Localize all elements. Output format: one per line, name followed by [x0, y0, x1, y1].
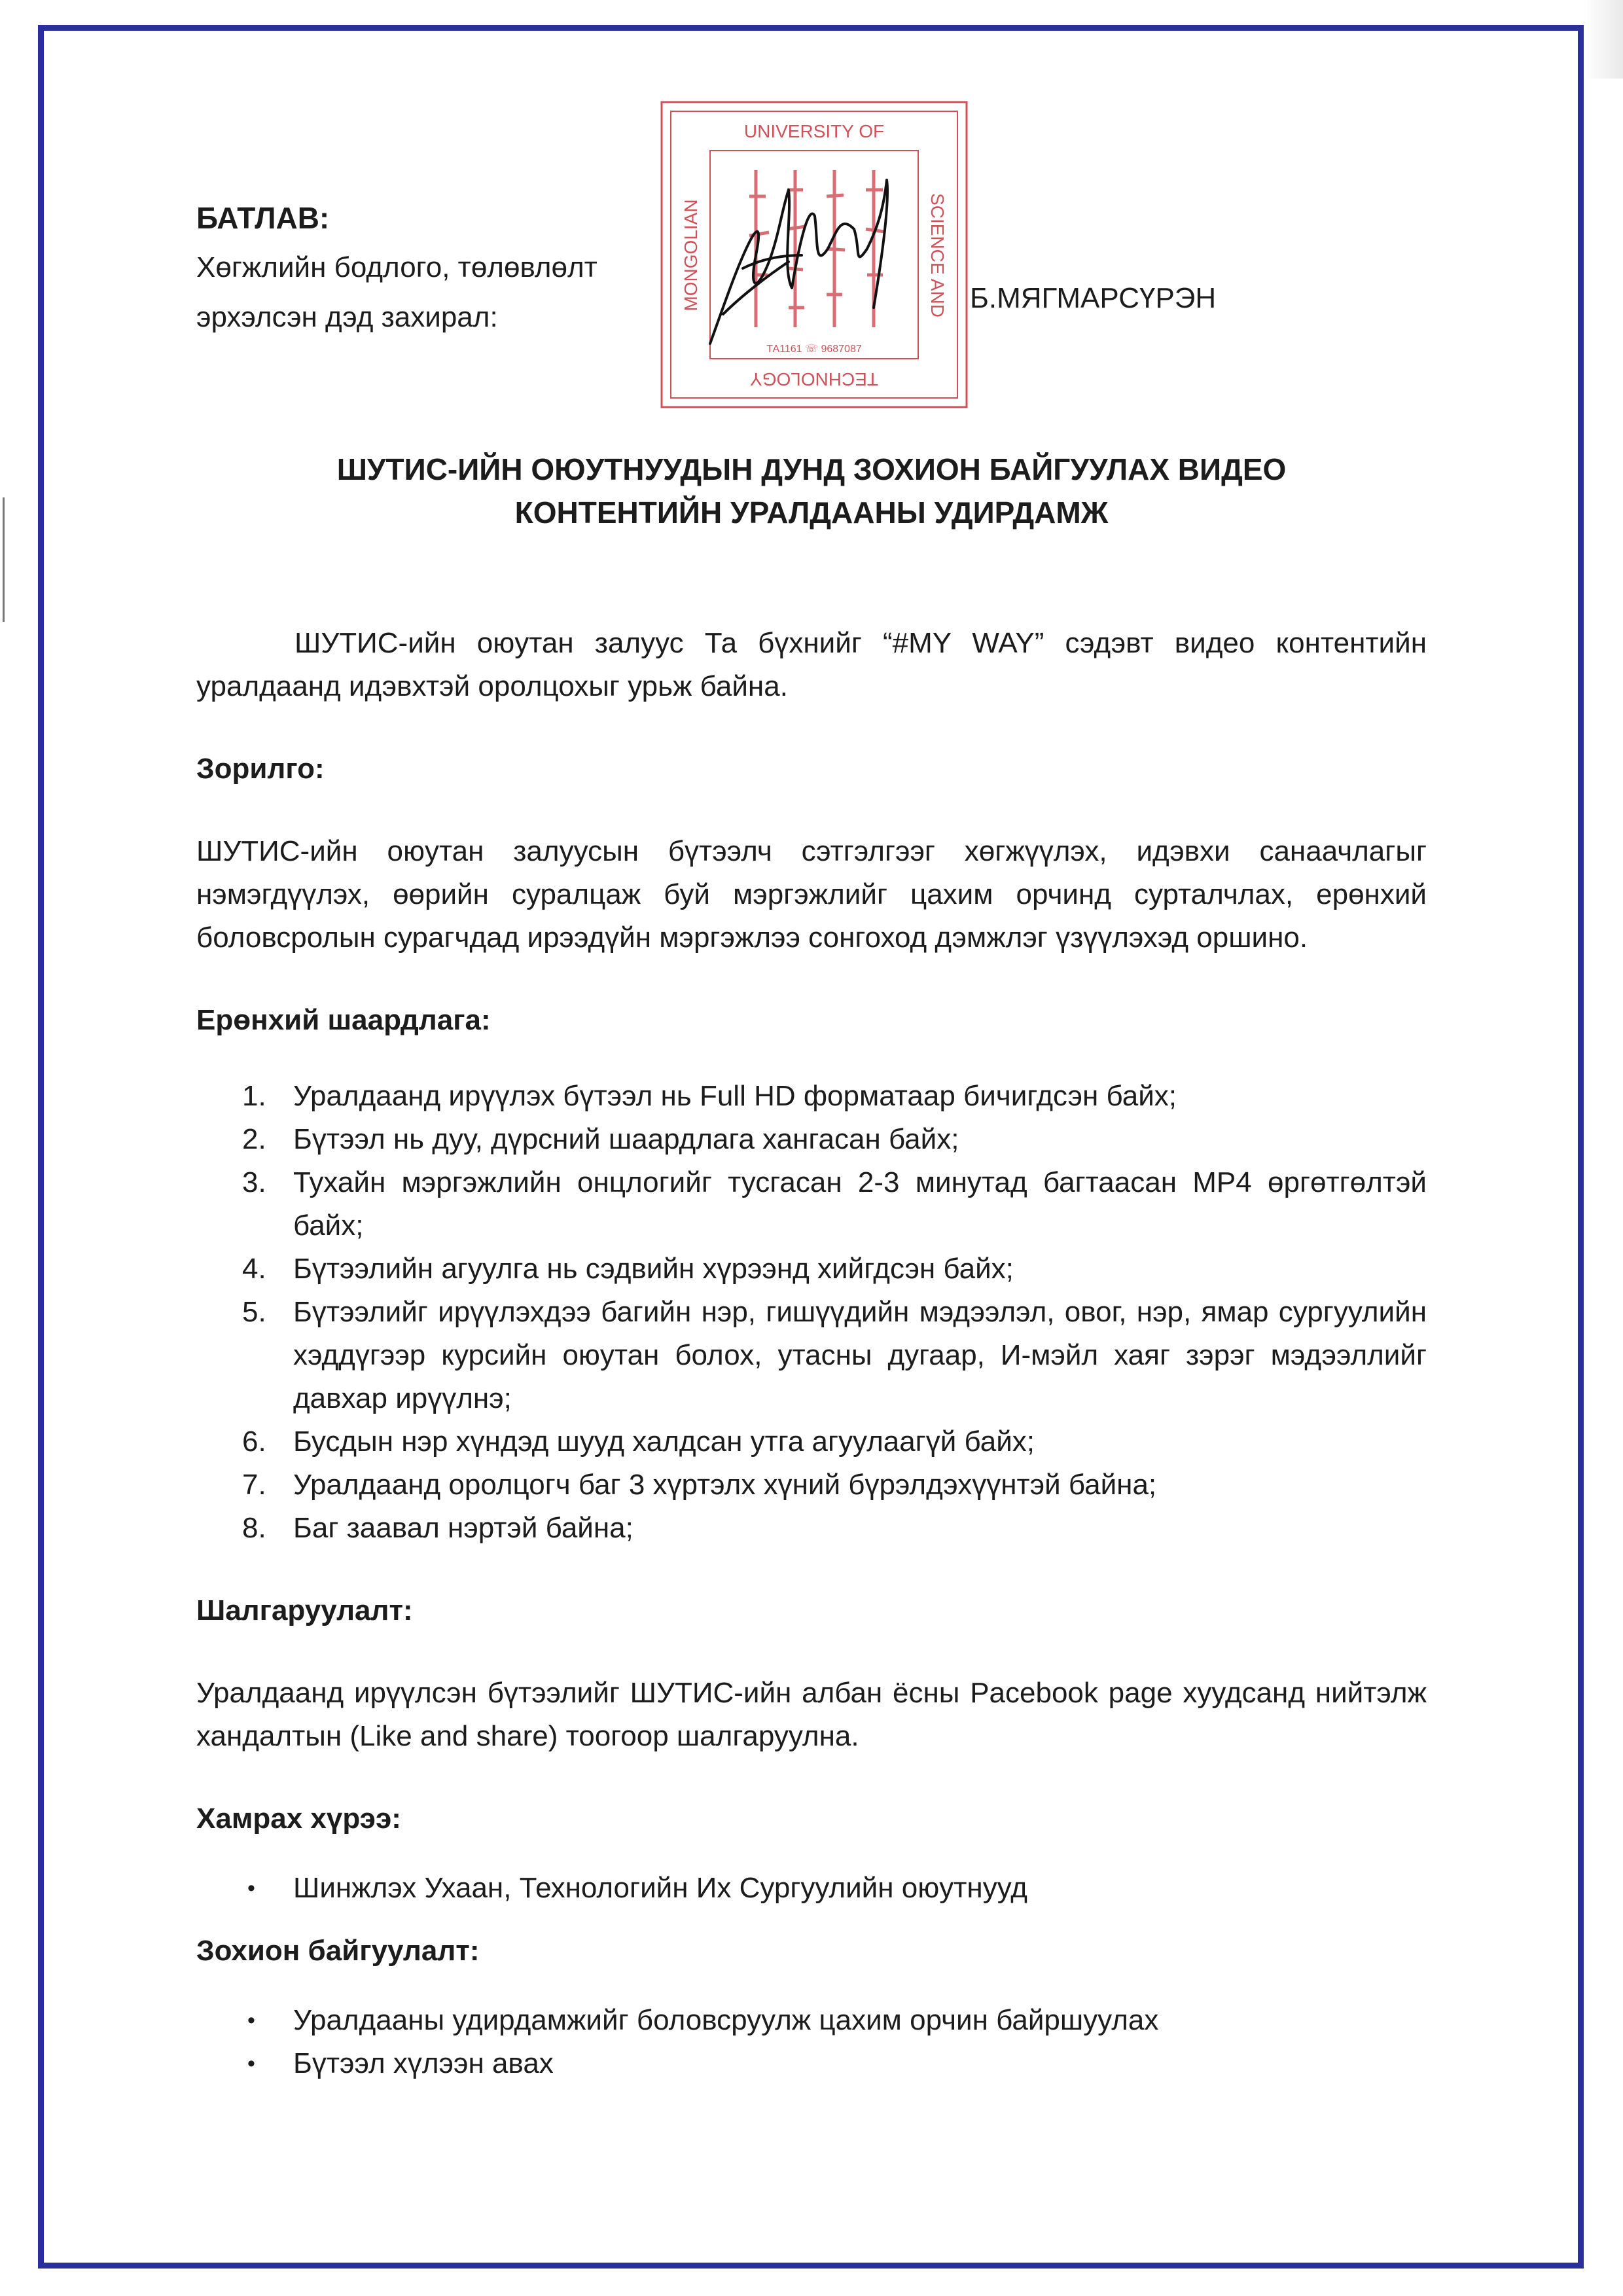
organization-heading: Зохион байгуулалт: — [196, 1935, 480, 1967]
university-stamp — [658, 98, 971, 412]
list-item: 7. Уралдаанд оролцогч баг 3 хүртэлх хүний бүрэлдэхүүнтэй байна; — [242, 1469, 1157, 1501]
document-body — [196, 622, 1427, 2085]
intro-paragraph: ШУТИС-ийн оюутан залуус Та бүхнийг “#MY WAY” сэдэвт видео контентийн уралдаанд идэвхтэй оролцохыг урьж байна. — [196, 627, 1427, 702]
approval-position-line1: Хөгжлийн бодлого, төлөвлөлт — [196, 251, 597, 283]
scan-edge-mark — [3, 497, 5, 622]
stamp-left-text: MONGOLIAN — [681, 199, 701, 312]
stamp-top-text: UNIVERSITY OF — [743, 121, 885, 141]
requirements-heading: Ерөнхий шаардлага: — [196, 1004, 491, 1036]
requirements-list — [196, 1075, 1427, 1550]
title-line1: ШУТИС-ИЙН ОЮУТНУУДЫН ДУНД ЗОХИОН БАЙГУУЛАХ ВИДЕО — [336, 452, 1287, 486]
list-item: 3. Тухайн мэргэжлийн онцлогийг тусгасан 2-3 минутад багтаасан MP4 өргөтгөлтэй байх; — [242, 1166, 1427, 1242]
list-item: 8. Баг заавал нэртэй байна; — [242, 1512, 633, 1544]
approval-block — [196, 193, 597, 342]
list-item: • Уралдааны удирдамжийг боловсруулж цахим орчин байршуулах — [196, 1999, 1427, 2042]
stamp-right-text: SCIENCE AND — [927, 193, 948, 317]
list-item: 6. Бусдын нэр хүндэд шууд халдсан утга агуулаагүй байх; — [242, 1426, 1035, 1458]
signature — [710, 180, 887, 344]
title-line2: КОНТЕНТИЙН УРАЛДААНЫ УДИРДАМЖ — [514, 495, 1109, 529]
approval-position-line2: эрхэлсэн дэд захирал: — [196, 301, 498, 333]
list-item: 2. Бүтээл нь дуу, дүрсний шаардлага хангасан байх; — [242, 1123, 959, 1155]
bullet-icon: • — [247, 2051, 255, 2076]
list-item: 1. Уралдаанд ирүүлэх бүтээл нь Full HD форматаар бичигдсэн байх; — [242, 1080, 1177, 1112]
stamp-bottom-text: TECHNOLOGY — [749, 369, 879, 389]
signer-name: Б.МЯГМАРСҮРЭН — [970, 282, 1217, 314]
bullet-icon: • — [247, 1876, 255, 1901]
organization-list — [196, 1999, 1427, 2085]
scan-corner-shadow — [1584, 0, 1623, 79]
list-item: 4. Бүтээлийн агуулга нь сэдвийн хүрээнд хийгдсэн байх; — [242, 1253, 1014, 1285]
goal-heading: Зорилго: — [196, 753, 325, 785]
list-item: 5. Бүтээлийг ирүүлэхдээ багийн нэр, гишүүдийн мэдээлэл, овог, нэр, ямар сургуулийн хэддүгээр курсийн оюутан болох, утасны дугаар, И-мэйл хаяг зэрэг мэдээллийг давхар ирүүлнэ; — [242, 1296, 1427, 1414]
selection-heading: Шалгаруулалт: — [196, 1594, 413, 1626]
bullet-icon: • — [247, 2008, 255, 2033]
list-item: • Бүтээл хүлээн авах — [196, 2042, 1427, 2085]
approval-heading: БАТЛАВ: — [196, 201, 330, 235]
scope-heading: Хамрах хүрээ: — [196, 1803, 401, 1835]
document-title — [196, 448, 1427, 534]
goal-paragraph: ШУТИС-ийн оюутан залуусын бүтээлч сэтгэлгээг хөгжүүлэх, идэвхи санаачлагыг нэмэгдүүлэх, өөрийн суралцаж буй мэргэжлийг цахим орчинд сурталчлах, ерөнхий боловсролын сурагчдад ирээдүйн мэргэжлээ сонгоход дэмжлэг үзүүлэхэд оршино. — [196, 835, 1427, 954]
list-item: • Шинжлэх Ухаан, Технологийн Их Сургуулийн оюутнууд — [196, 1867, 1427, 1910]
stamp-number-text: ТА1161 ☏ 9687087 — [766, 344, 862, 355]
selection-paragraph: Уралдаанд ирүүлсэн бүтээлийг ШУТИС-ийн албан ёсны Pacebook page хуудсанд нийтэлж хандалтын (Like and share) тоогоор шалгаруулна. — [196, 1677, 1427, 1752]
scope-list — [196, 1867, 1427, 1910]
